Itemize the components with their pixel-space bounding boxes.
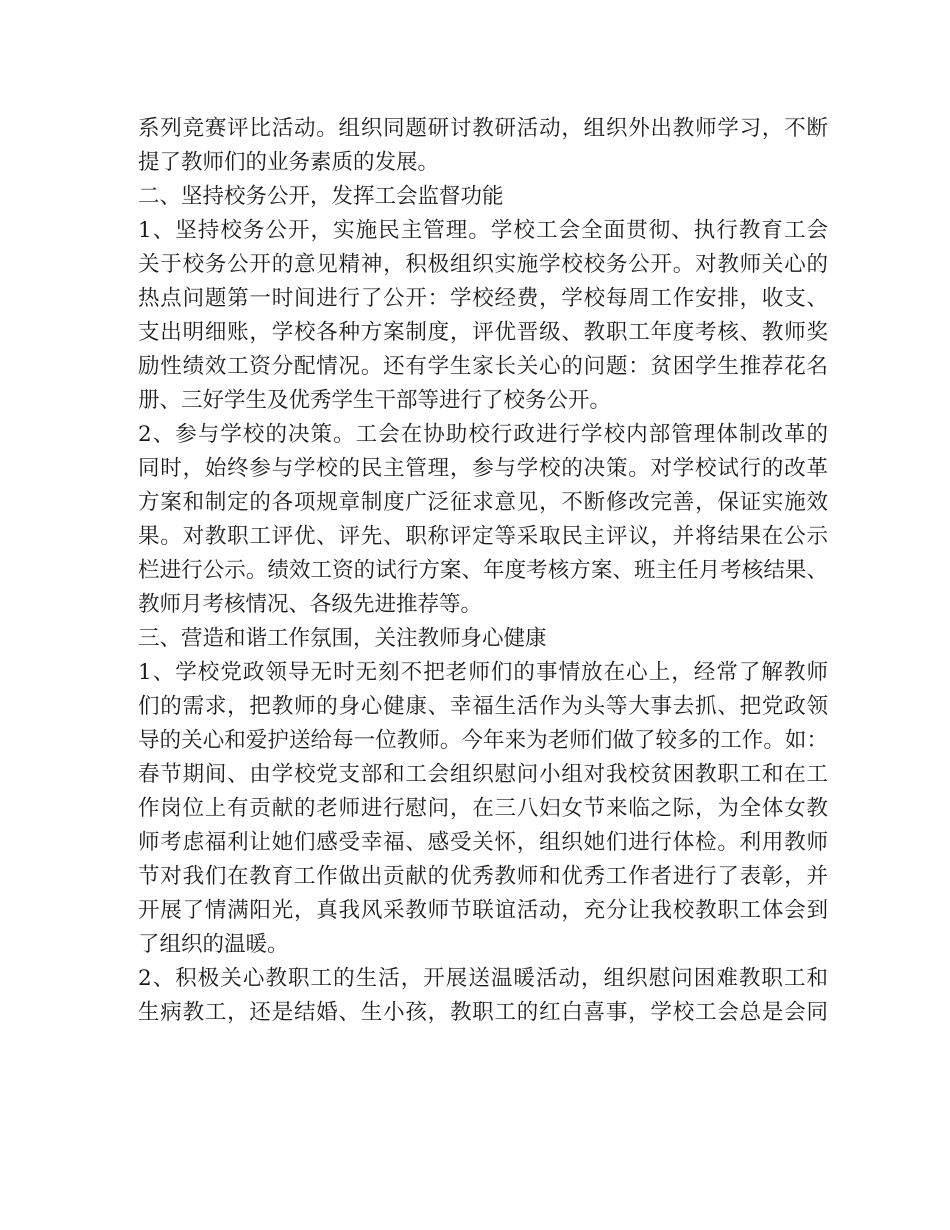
text-line: 1、学校党政领导无时无刻不把老师们的事情放在心上，经常了解教师 — [138, 660, 828, 685]
paragraph-3-1 — [138, 656, 828, 962]
paragraph-continuation — [138, 112, 828, 180]
text-line: 春节期间、由学校党支部和工会组织慰问小组对我校贫困教职工和在工 — [138, 762, 828, 787]
text-line: 支出明细账，学校各种方案制度，评优晋级、教职工年度考核、教师奖 — [138, 320, 828, 345]
text-line: 们的需求，把教师的身心健康、幸福生活作为头等大事去抓、把党政领 — [138, 694, 828, 719]
heading-line: 二、坚持校务公开，发挥工会监督功能 — [138, 184, 504, 209]
paragraph-2-1 — [138, 214, 828, 418]
text-line: 果。对教职工评优、评先、职称评定等采取民主评议，并将结果在公示 — [138, 524, 828, 549]
text-line: 提了教师们的业务素质的发展。 — [138, 150, 440, 175]
text-line: 热点问题第一时间进行了公开：学校经费，学校每周工作安排，收支、 — [138, 286, 828, 311]
text-line: 关于校务公开的意见精神，积极组织实施学校校务公开。对教师关心的 — [138, 252, 828, 277]
paragraph-2-2 — [138, 418, 828, 622]
text-line: 节对我们在教育工作做出贡献的优秀教师和优秀工作者进行了表彰，并 — [138, 864, 828, 889]
text-line: 方案和制定的各项规章制度广泛征求意见，不断修改完善，保证实施效 — [138, 490, 828, 515]
text-line: 教师月考核情况、各级先进推荐等。 — [138, 592, 483, 617]
text-line: 开展了情满阳光，真我风采教师节联谊活动，充分让我校教职工体会到 — [138, 898, 828, 923]
heading-line: 三、营造和谐工作氛围，关注教师身心健康 — [138, 626, 547, 651]
text-line: 生病教工，还是结婚、生小孩，教职工的红白喜事，学校工会总是会同 — [138, 1000, 828, 1025]
text-line: 作岗位上有贡献的老师进行慰问，在三八妇女节来临之际，为全体女教 — [138, 796, 828, 821]
text-line: 2、积极关心教职工的生活，开展送温暖活动，组织慰问困难教职工和 — [138, 966, 828, 991]
text-line: 同时，始终参与学校的民主管理，参与学校的决策。对学校试行的改革 — [138, 456, 828, 481]
paragraph-3-2 — [138, 962, 828, 1030]
text-line: 栏进行公示。绩效工资的试行方案、年度考核方案、班主任月考核结果、 — [138, 558, 828, 583]
section-heading-3 — [138, 622, 828, 656]
text-line: 导的关心和爱护送给每一位教师。今年来为老师们做了较多的工作。如： — [138, 728, 828, 753]
text-line: 励性绩效工资分配情况。还有学生家长关心的问题：贫困学生推荐花名 — [138, 354, 828, 379]
text-line: 册、三好学生及优秀学生干部等进行了校务公开。 — [138, 388, 612, 413]
text-line: 1、坚持校务公开，实施民主管理。学校工会全面贯彻、执行教育工会 — [138, 218, 828, 243]
text-line: 师考虑福利让她们感受幸福、感受关怀，组织她们进行体检。利用教师 — [138, 830, 828, 855]
text-line: 系列竞赛评比活动。组织同题研讨教研活动，组织外出教师学习，不断 — [138, 116, 828, 141]
section-heading-2 — [138, 180, 828, 214]
text-line: 了组织的温暖。 — [138, 932, 289, 957]
document-body — [138, 112, 828, 1030]
text-line: 2、参与学校的决策。工会在协助校行政进行学校内部管理体制改革的 — [138, 422, 828, 447]
